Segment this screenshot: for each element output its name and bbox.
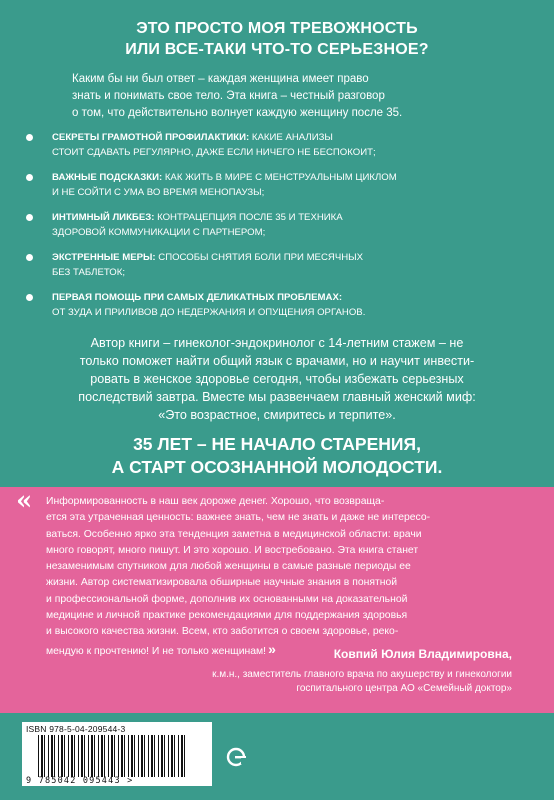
quote-line: ваться. Особенно ярко эта тенденция заметна в медицинской области: врачи (46, 528, 422, 540)
benefit-text-line2: ЗДОРОВОЙ КОММУНИКАЦИИ С ПАРТНЕРОМ; (52, 227, 266, 238)
role-line: госпитального центра АО «Семейный доктор» (296, 683, 512, 694)
benefit-heading: ВАЖНЫЕ ПОДСКАЗКИ: (52, 172, 163, 183)
isbn-label: ISBN 978-5-04-209544-3 (26, 724, 126, 734)
quote-open-mark: « (16, 486, 33, 516)
review-quote (46, 494, 516, 660)
benefit-heading: ПЕРВАЯ ПОМОЩЬ ПРИ САМЫХ ДЕЛИКАТНЫХ ПРОБЛЕМАХ: (52, 292, 343, 303)
author-line: ровать в женское здоровье сегодня, чтобы избежать серьезных (90, 372, 464, 386)
author-line: только поможет найти общий язык с врачами, но и научит инвести- (79, 354, 475, 368)
benefit-text: КОНТРАЦЕПЦИЯ ПОСЛЕ 35 И ТЕХНИКА (154, 212, 343, 223)
slogan-line: А СТАРТ ОСОЗНАННОЙ МОЛОДОСТИ. (111, 457, 443, 477)
benefit-text-line2: И НЕ СОЙТИ С УМА ВО ВРЕМЯ МЕНОПАУЗЫ; (52, 187, 265, 198)
benefit-text-line2: СТОИТ СДАВАТЬ РЕГУЛЯРНО, ДАЖЕ ЕСЛИ НИЧЕГО НЕ БЕСПОКОИТ; (52, 147, 376, 158)
quote-line: и профессиональной форме, дополнив их основанными на доказательной (46, 593, 408, 605)
reviewer-role (100, 668, 512, 696)
benefit-text-line2: ОТ ЗУДА И ПРИЛИВОВ ДО НЕДЕРЖАНИЯ И ОПУЩЕНИЯ ОРГАНОВ. (52, 307, 366, 318)
author-line: «Это возрастное, смиритесь и терпите». (158, 408, 396, 422)
headline-line: ЭТО ПРОСТО МОЯ ТРЕВОЖНОСТЬ (136, 20, 418, 37)
intro-line: Каким бы ни был ответ – каждая женщина имеет право (72, 73, 369, 85)
quote-line: много говорят, много пишут. И это хорошо. И востребовано. Эта книга станет (46, 544, 419, 556)
benefit-text: КАКИЕ АНАЛИЗЫ (249, 132, 333, 143)
quote-line: Информированность в наш век дороже денег. Хорошо, что возвраща- (46, 496, 385, 507)
barcode-digits: 9 785042 095443 > (26, 776, 134, 786)
quote-last-text: мендую к прочтению! И не только женщинам! (46, 645, 267, 657)
quote-line: и высокого качества жизни. Всем, кто заботится о своем здоровье, реко- (46, 626, 399, 638)
reviewer-name: Ковпий Юлия Владимировна, (333, 647, 512, 661)
eksmo-logo-icon (226, 747, 246, 767)
cover-headline (0, 18, 554, 60)
benefit-item (10, 210, 530, 250)
intro-paragraph (72, 71, 492, 122)
quote-line: медицине и личной практике рекомендациями для поддержания здоровья (46, 610, 408, 622)
benefit-item (10, 130, 530, 170)
author-paragraph (32, 334, 522, 424)
quote-line: незаменимым спутником для любой женщины в самые разные периоды ее (46, 561, 411, 573)
quote-line: ется эта утраченная ценность: важнее знать, чем не знать и даже не интересо- (46, 512, 431, 524)
benefit-item (10, 290, 530, 330)
slogan (0, 433, 554, 479)
benefit-text: КАК ЖИТЬ В МИРЕ С МЕНСТРУАЛЬНЫМ ЦИКЛОМ (162, 172, 397, 183)
benefit-text: СПОСОБЫ СНЯТИЯ БОЛИ ПРИ МЕСЯЧНЫХ (155, 252, 364, 263)
slogan-line: 35 ЛЕТ – НЕ НАЧАЛО СТАРЕНИЯ, (133, 434, 421, 454)
benefits-list (10, 130, 530, 330)
role-line: к.м.н., заместитель главного врача по акушерству и гинекологии (212, 669, 512, 680)
benefit-heading: СЕКРЕТЫ ГРАМОТНОЙ ПРОФИЛАКТИКИ: (52, 132, 250, 143)
author-line: последствий завтра. Вместе мы развенчаем главный женский миф: (78, 390, 476, 404)
quote-close-mark: » (268, 640, 276, 657)
benefit-heading: ИНТИМНЫЙ ЛИКБЕЗ: (52, 212, 155, 223)
barcode-icon (38, 735, 188, 777)
author-line: Автор книги – гинеколог-эндокринолог с 14-летним стажем – не (90, 336, 464, 350)
intro-line: о том, что действительно волнует каждую женщину после 35. (72, 107, 403, 119)
intro-line: знать и понимать свое тело. Эта книга – честный разговор (72, 90, 385, 102)
benefit-heading: ЭКСТРЕННЫЕ МЕРЫ: (52, 252, 156, 263)
quote-line: жизни. Автор систематизировала обширные научные знания в понятной (46, 577, 398, 589)
benefit-text-line2: БЕЗ ТАБЛЕТОК; (52, 267, 126, 278)
benefit-item (10, 170, 530, 210)
benefit-item (10, 250, 530, 290)
headline-line: ИЛИ ВСЕ-ТАКИ ЧТО-ТО СЕРЬЕЗНОЕ? (125, 41, 429, 58)
